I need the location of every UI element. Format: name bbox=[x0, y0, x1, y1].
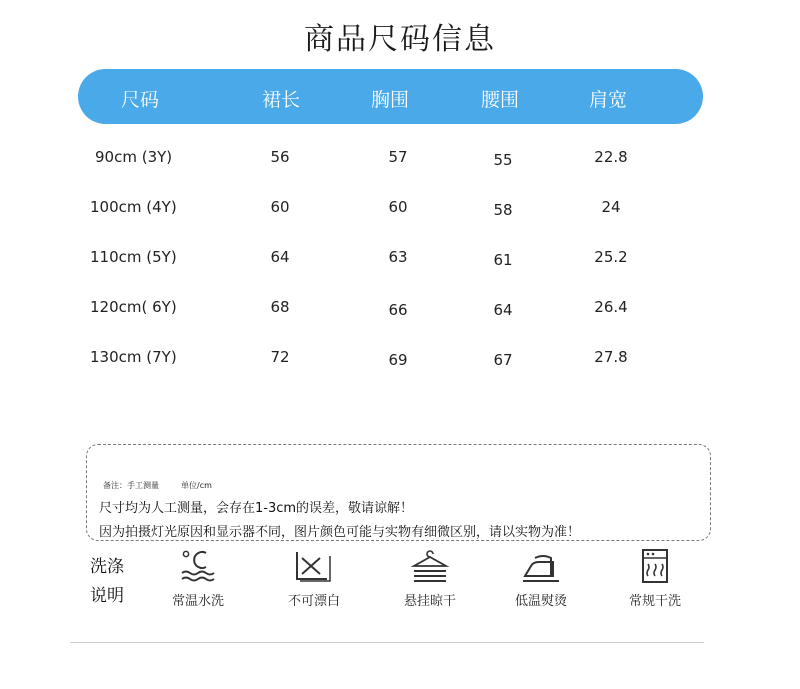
care-label: 常规干洗 bbox=[628, 594, 681, 609]
header-chest: 胸围 bbox=[370, 89, 410, 111]
care-label: 低温熨烫 bbox=[514, 594, 567, 609]
cell-skirt-length: 72 bbox=[270, 348, 290, 366]
table-row bbox=[0, 298, 800, 322]
cell-waist: 58 bbox=[493, 201, 513, 219]
care-item-hang-dry bbox=[380, 548, 480, 609]
cell-chest: 63 bbox=[388, 248, 408, 266]
note-unit: 单位/cm bbox=[181, 481, 212, 490]
cell-skirt-length: 56 bbox=[270, 148, 290, 166]
cell-waist: 61 bbox=[493, 251, 513, 269]
care-item-dry-clean bbox=[605, 548, 705, 609]
cell-size: 120cm( 6Y) bbox=[90, 298, 177, 316]
cell-size: 100cm (4Y) bbox=[90, 198, 177, 216]
cell-chest: 66 bbox=[388, 301, 408, 319]
table-row bbox=[0, 198, 800, 222]
header-size: 尺码 bbox=[120, 89, 160, 111]
measurement-note bbox=[103, 480, 212, 491]
hang-dry-icon bbox=[410, 548, 450, 584]
cell-shoulder: 22.8 bbox=[594, 148, 628, 166]
cell-shoulder: 25.2 bbox=[594, 248, 628, 266]
care-item-wash bbox=[148, 548, 248, 609]
table-header-bar bbox=[78, 69, 703, 124]
care-item-iron bbox=[491, 548, 591, 609]
note-manual-measure: 备注：手工测量 bbox=[103, 481, 159, 490]
wash-label-line2: 说明 bbox=[90, 586, 124, 606]
table-row bbox=[0, 148, 800, 172]
cell-waist: 64 bbox=[493, 301, 513, 319]
table-row bbox=[0, 348, 800, 372]
dry-clean-icon bbox=[635, 548, 675, 584]
cell-chest: 69 bbox=[388, 351, 408, 369]
care-item-bleach bbox=[264, 548, 364, 609]
cell-skirt-length: 60 bbox=[270, 198, 290, 216]
bottom-divider bbox=[70, 642, 704, 643]
warm-water-wash-icon bbox=[178, 548, 218, 584]
header-shoulder: 肩宽 bbox=[588, 89, 628, 111]
note-color-difference: 因为拍摄灯光原因和显示器不同，图片颜色可能与实物有细微区别，请以实物为准！ bbox=[99, 525, 581, 540]
low-temp-iron-icon bbox=[521, 548, 561, 584]
cell-shoulder: 27.8 bbox=[594, 348, 628, 366]
cell-shoulder: 26.4 bbox=[594, 298, 628, 316]
care-label: 常温水洗 bbox=[171, 594, 224, 609]
care-label: 悬挂晾干 bbox=[403, 594, 456, 609]
table-row bbox=[0, 248, 800, 272]
note-measurement-error: 尺寸均为人工测量，会存在1-3cm的误差，敬请谅解！ bbox=[99, 501, 414, 516]
cell-chest: 60 bbox=[388, 198, 408, 216]
cell-chest: 57 bbox=[388, 148, 408, 166]
cell-waist: 67 bbox=[493, 351, 513, 369]
cell-size: 130cm (7Y) bbox=[90, 348, 177, 366]
cell-size: 110cm (5Y) bbox=[90, 248, 177, 266]
cell-skirt-length: 68 bbox=[270, 298, 290, 316]
care-label: 不可漂白 bbox=[287, 594, 340, 609]
cell-waist: 55 bbox=[493, 151, 513, 169]
cell-shoulder: 24 bbox=[601, 198, 621, 216]
no-bleach-icon bbox=[294, 548, 334, 584]
cell-size: 90cm (3Y) bbox=[95, 148, 173, 166]
cell-skirt-length: 64 bbox=[270, 248, 290, 266]
page-title: 商品尺码信息 bbox=[304, 22, 496, 57]
header-skirt-length: 裙长 bbox=[261, 89, 301, 111]
header-waist: 腰围 bbox=[480, 89, 520, 111]
notes-box bbox=[86, 444, 711, 541]
wash-label-line1: 洗涤 bbox=[90, 557, 124, 577]
